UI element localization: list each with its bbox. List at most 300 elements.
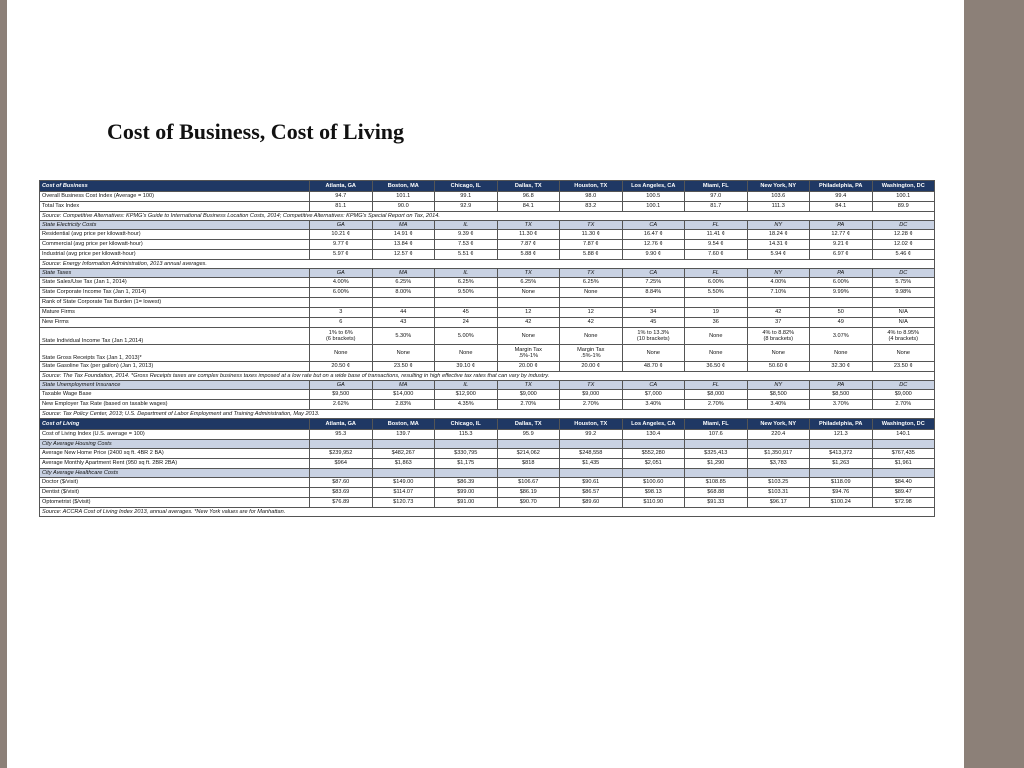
data-cell: 2.70% bbox=[872, 400, 935, 410]
data-cell: 10.21 ¢ bbox=[310, 230, 373, 240]
data-cell: $1,435 bbox=[560, 459, 623, 469]
blank-cell bbox=[497, 298, 560, 308]
data-cell: 42 bbox=[560, 318, 623, 328]
state-code-cell: PA bbox=[810, 381, 873, 390]
blank-cell bbox=[622, 469, 685, 478]
data-cell: $89.47 bbox=[872, 488, 935, 498]
data-cell: None bbox=[310, 345, 373, 362]
data-cell: $86.57 bbox=[560, 488, 623, 498]
source-note-row bbox=[40, 508, 935, 517]
data-cell: 101.1 bbox=[372, 192, 435, 202]
state-code-cell: TX bbox=[497, 381, 560, 390]
blank-cell bbox=[497, 440, 560, 449]
data-cell: 5.46 ¢ bbox=[872, 250, 935, 260]
data-cell: 7.87 ¢ bbox=[497, 240, 560, 250]
row-label: State Gasoline Tax (per gallon) (Jan 1, 2013) bbox=[40, 362, 310, 372]
data-cell: 139.7 bbox=[372, 430, 435, 440]
row-label: Industrial (avg price per kilowatt-hour) bbox=[40, 250, 310, 260]
section-header-row bbox=[40, 419, 935, 430]
data-cell: 45 bbox=[622, 318, 685, 328]
data-cell: 8.00% bbox=[372, 288, 435, 298]
data-cell: 19 bbox=[685, 308, 748, 318]
subsection-header-row bbox=[40, 221, 935, 230]
subsection-title: City Average Housing Costs bbox=[40, 440, 310, 449]
blank-cell bbox=[435, 440, 498, 449]
data-cell: 3.70% bbox=[810, 400, 873, 410]
blank-cell bbox=[747, 440, 810, 449]
data-cell: 9.77 ¢ bbox=[310, 240, 373, 250]
data-cell: $76.89 bbox=[310, 498, 373, 508]
data-cell: $1,175 bbox=[435, 459, 498, 469]
data-cell: 107.6 bbox=[685, 430, 748, 440]
source-note: Source: Tax Policy Center, 2013; U.S. Department of Labor Employment and Training Administration, May 2013. bbox=[40, 410, 935, 419]
data-cell: $120.73 bbox=[372, 498, 435, 508]
state-code-cell: GA bbox=[310, 381, 373, 390]
data-cell: $86.19 bbox=[497, 488, 560, 498]
source-note: Source: Energy Information Administration, 2013 annual averages. bbox=[40, 260, 935, 269]
data-cell: 6.25% bbox=[372, 278, 435, 288]
data-cell: 44 bbox=[372, 308, 435, 318]
data-cell: Margin Tax .5%-1% bbox=[560, 345, 623, 362]
data-cell: 9.39 ¢ bbox=[435, 230, 498, 240]
data-cell: 36 bbox=[685, 318, 748, 328]
data-cell: $7,000 bbox=[622, 390, 685, 400]
blank-cell bbox=[435, 469, 498, 478]
data-cell: None bbox=[372, 345, 435, 362]
data-cell: $964 bbox=[310, 459, 373, 469]
city-header-cell: Dallas, TX bbox=[497, 181, 560, 192]
blank-cell bbox=[372, 298, 435, 308]
data-cell: 3.40% bbox=[747, 400, 810, 410]
data-cell: 3.07% bbox=[810, 328, 873, 345]
city-header-cell: Philadelphia, PA bbox=[810, 181, 873, 192]
data-cell: 50 bbox=[810, 308, 873, 318]
blank-cell bbox=[310, 469, 373, 478]
subsection-title: City Average Healthcare Costs bbox=[40, 469, 310, 478]
blank-cell bbox=[310, 440, 373, 449]
data-cell: $100.24 bbox=[810, 498, 873, 508]
data-cell: 4.35% bbox=[435, 400, 498, 410]
city-header-cell: Los Angeles, CA bbox=[622, 181, 685, 192]
state-code-cell: NY bbox=[747, 269, 810, 278]
table-row bbox=[40, 308, 935, 318]
data-cell: None bbox=[497, 288, 560, 298]
state-code-cell: DC bbox=[872, 269, 935, 278]
blank-cell bbox=[560, 440, 623, 449]
data-cell: $114.07 bbox=[372, 488, 435, 498]
city-header-cell: Houston, TX bbox=[560, 181, 623, 192]
data-cell: 1% to 6% (6 brackets) bbox=[310, 328, 373, 345]
data-cell: $87.60 bbox=[310, 478, 373, 488]
blank-cell bbox=[310, 298, 373, 308]
state-code-cell: NY bbox=[747, 221, 810, 230]
data-cell: 99.2 bbox=[560, 430, 623, 440]
data-cell: 43 bbox=[372, 318, 435, 328]
data-cell: 11.30 ¢ bbox=[497, 230, 560, 240]
state-code-cell: DC bbox=[872, 221, 935, 230]
data-cell: 50.60 ¢ bbox=[747, 362, 810, 372]
state-code-cell: NY bbox=[747, 381, 810, 390]
data-cell: $214,062 bbox=[497, 449, 560, 459]
data-cell: 2.70% bbox=[685, 400, 748, 410]
data-cell: $325,413 bbox=[685, 449, 748, 459]
data-cell: None bbox=[560, 328, 623, 345]
data-cell: 4% to 8.95% (4 brackets) bbox=[872, 328, 935, 345]
blank-cell bbox=[435, 298, 498, 308]
data-cell: $1,290 bbox=[685, 459, 748, 469]
data-cell: None bbox=[622, 345, 685, 362]
data-cell: 37 bbox=[747, 318, 810, 328]
data-cell: 5.50% bbox=[685, 288, 748, 298]
table-row bbox=[40, 328, 935, 345]
data-cell: 9.50% bbox=[435, 288, 498, 298]
right-border-strip bbox=[964, 0, 1024, 768]
subsection-header-row bbox=[40, 440, 935, 449]
data-cell: 6.25% bbox=[435, 278, 498, 288]
city-header-cell: Houston, TX bbox=[560, 419, 623, 430]
state-code-cell: FL bbox=[685, 381, 748, 390]
table-row bbox=[40, 478, 935, 488]
data-cell: 12.28 ¢ bbox=[872, 230, 935, 240]
data-cell: $89.60 bbox=[560, 498, 623, 508]
data-cell: $8,500 bbox=[810, 390, 873, 400]
table-row bbox=[40, 362, 935, 372]
data-cell: $239,952 bbox=[310, 449, 373, 459]
data-cell: 100.1 bbox=[872, 192, 935, 202]
data-cell: 16.47 ¢ bbox=[622, 230, 685, 240]
state-code-cell: PA bbox=[810, 221, 873, 230]
data-cell: $149.00 bbox=[372, 478, 435, 488]
source-note-row bbox=[40, 260, 935, 269]
blank-cell bbox=[747, 298, 810, 308]
state-code-cell: PA bbox=[810, 269, 873, 278]
state-code-cell: MA bbox=[372, 381, 435, 390]
row-label: State Sales/Use Tax (Jan 1, 2014) bbox=[40, 278, 310, 288]
state-code-cell: CA bbox=[622, 381, 685, 390]
table-row bbox=[40, 202, 935, 212]
data-cell: 81.7 bbox=[685, 202, 748, 212]
data-cell: 20.50 ¢ bbox=[310, 362, 373, 372]
subsection-title: State Electricity Costs bbox=[40, 221, 310, 230]
data-cell: 36.50 ¢ bbox=[685, 362, 748, 372]
data-cell: $1,863 bbox=[372, 459, 435, 469]
data-cell: 121.3 bbox=[810, 430, 873, 440]
data-cell: 6.25% bbox=[560, 278, 623, 288]
data-cell: 14.91 ¢ bbox=[372, 230, 435, 240]
subsection-header-row bbox=[40, 469, 935, 478]
data-cell: $9,000 bbox=[497, 390, 560, 400]
city-header-cell: Boston, MA bbox=[372, 181, 435, 192]
data-cell: $103.25 bbox=[747, 478, 810, 488]
data-cell: $100.60 bbox=[622, 478, 685, 488]
data-cell: Margin Tax .5%-1% bbox=[497, 345, 560, 362]
blank-cell bbox=[497, 469, 560, 478]
data-cell: $9,500 bbox=[310, 390, 373, 400]
city-header-cell: Miami, FL bbox=[685, 419, 748, 430]
data-cell: 6.00% bbox=[685, 278, 748, 288]
blank-cell bbox=[685, 298, 748, 308]
data-cell: 9.54 ¢ bbox=[685, 240, 748, 250]
data-cell: $767,435 bbox=[872, 449, 935, 459]
data-cell: $84.40 bbox=[872, 478, 935, 488]
table-row bbox=[40, 390, 935, 400]
data-cell: 23.50 ¢ bbox=[372, 362, 435, 372]
data-cell: None bbox=[560, 288, 623, 298]
data-cell: 42 bbox=[747, 308, 810, 318]
data-cell: 7.60 ¢ bbox=[685, 250, 748, 260]
data-cell: 45 bbox=[435, 308, 498, 318]
section-header-row bbox=[40, 181, 935, 192]
source-note-row bbox=[40, 410, 935, 419]
state-code-cell: FL bbox=[685, 221, 748, 230]
table-row bbox=[40, 345, 935, 362]
data-cell: 5.51 ¢ bbox=[435, 250, 498, 260]
data-cell: None bbox=[435, 345, 498, 362]
data-cell: $91.33 bbox=[685, 498, 748, 508]
data-cell: 100.5 bbox=[622, 192, 685, 202]
data-cell: 97.0 bbox=[685, 192, 748, 202]
data-cell: 98.0 bbox=[560, 192, 623, 202]
row-label: Optometrist ($/visit) bbox=[40, 498, 310, 508]
data-cell: 23.50 ¢ bbox=[872, 362, 935, 372]
data-cell: 6.00% bbox=[310, 288, 373, 298]
data-cell: 2.70% bbox=[497, 400, 560, 410]
data-cell: 5.97 ¢ bbox=[310, 250, 373, 260]
data-cell: 7.25% bbox=[622, 278, 685, 288]
state-code-cell: FL bbox=[685, 269, 748, 278]
data-cell: $90.70 bbox=[497, 498, 560, 508]
data-cell: None bbox=[497, 328, 560, 345]
data-cell: N/A bbox=[872, 308, 935, 318]
data-cell: 96.8 bbox=[497, 192, 560, 202]
data-cell: 90.0 bbox=[372, 202, 435, 212]
data-cell: $248,558 bbox=[560, 449, 623, 459]
blank-cell bbox=[622, 440, 685, 449]
table-row bbox=[40, 449, 935, 459]
blank-cell bbox=[372, 469, 435, 478]
city-header-cell: Washington, DC bbox=[872, 181, 935, 192]
data-cell: 100.1 bbox=[622, 202, 685, 212]
data-cell: 6.25% bbox=[497, 278, 560, 288]
state-code-cell: CA bbox=[622, 269, 685, 278]
city-header-cell: Los Angeles, CA bbox=[622, 419, 685, 430]
data-cell: 220.4 bbox=[747, 430, 810, 440]
row-label: Residential (avg price per kilowatt-hour) bbox=[40, 230, 310, 240]
data-cell: $552,280 bbox=[622, 449, 685, 459]
data-cell: $9,000 bbox=[560, 390, 623, 400]
blank-cell bbox=[747, 469, 810, 478]
blank-cell bbox=[685, 469, 748, 478]
data-cell: 13.84 ¢ bbox=[372, 240, 435, 250]
subsection-header-row bbox=[40, 269, 935, 278]
state-code-cell: GA bbox=[310, 221, 373, 230]
source-note: Source: Competitive Alternatives: KPMG's Guide to International Business Location Costs, 2014; Competitive Alternatives: KPMG's Special Report on Tax, 2014. bbox=[40, 212, 935, 221]
city-header-cell: Boston, MA bbox=[372, 419, 435, 430]
data-cell: 92.9 bbox=[435, 202, 498, 212]
row-label: Dentist ($/visit) bbox=[40, 488, 310, 498]
table-row bbox=[40, 240, 935, 250]
row-label: Mature Firms bbox=[40, 308, 310, 318]
section-title: Cost of Living bbox=[40, 419, 310, 430]
data-cell: 42 bbox=[497, 318, 560, 328]
table-row bbox=[40, 498, 935, 508]
row-label: Cost of Living Index (U.S. average = 100) bbox=[40, 430, 310, 440]
row-label: Rank of State Corporate Tax Burden (1= lowest) bbox=[40, 298, 310, 308]
data-cell: 115.3 bbox=[435, 430, 498, 440]
data-cell: $413,372 bbox=[810, 449, 873, 459]
data-cell: 6.00% bbox=[810, 278, 873, 288]
data-cell: 84.1 bbox=[497, 202, 560, 212]
data-cell: 9.98% bbox=[872, 288, 935, 298]
data-cell: 12.76 ¢ bbox=[622, 240, 685, 250]
table-row bbox=[40, 488, 935, 498]
data-cell: $98.13 bbox=[622, 488, 685, 498]
data-cell: 7.10% bbox=[747, 288, 810, 298]
table-row bbox=[40, 318, 935, 328]
row-label: Total Tax Index bbox=[40, 202, 310, 212]
data-cell: 81.1 bbox=[310, 202, 373, 212]
data-cell: 5.88 ¢ bbox=[497, 250, 560, 260]
data-cell: 12.77 ¢ bbox=[810, 230, 873, 240]
data-cell: 11.41 ¢ bbox=[685, 230, 748, 240]
data-cell: 5.00% bbox=[435, 328, 498, 345]
city-header-cell: Chicago, IL bbox=[435, 419, 498, 430]
data-cell: 130.4 bbox=[622, 430, 685, 440]
left-border-strip bbox=[0, 0, 7, 768]
data-cell: 95.3 bbox=[310, 430, 373, 440]
slide-title: Cost of Business, Cost of Living bbox=[107, 119, 405, 144]
data-cell: 89.9 bbox=[872, 202, 935, 212]
data-cell: 95.9 bbox=[497, 430, 560, 440]
data-cell: 5.30% bbox=[372, 328, 435, 345]
state-code-cell: TX bbox=[560, 381, 623, 390]
row-label: Doctor ($/visit) bbox=[40, 478, 310, 488]
row-label: Commercial (avg price per kilowatt-hour) bbox=[40, 240, 310, 250]
data-cell: 34 bbox=[622, 308, 685, 318]
row-label: Average New Home Price (2400 sq ft. 4BR 2 BA) bbox=[40, 449, 310, 459]
data-cell: 12.02 ¢ bbox=[872, 240, 935, 250]
table-row bbox=[40, 278, 935, 288]
state-code-cell: CA bbox=[622, 221, 685, 230]
data-cell: $2,051 bbox=[622, 459, 685, 469]
city-header-cell: New York, NY bbox=[747, 181, 810, 192]
table-row bbox=[40, 250, 935, 260]
data-cell: $68.88 bbox=[685, 488, 748, 498]
data-cell: $83.69 bbox=[310, 488, 373, 498]
city-header-cell: Chicago, IL bbox=[435, 181, 498, 192]
state-code-cell: IL bbox=[435, 221, 498, 230]
data-cell: $3,783 bbox=[747, 459, 810, 469]
data-cell: $103.31 bbox=[747, 488, 810, 498]
data-cell: 103.6 bbox=[747, 192, 810, 202]
blank-cell bbox=[560, 469, 623, 478]
state-code-cell: TX bbox=[497, 269, 560, 278]
city-header-cell: Miami, FL bbox=[685, 181, 748, 192]
data-cell: 1% to 13.3% (10 brackets) bbox=[622, 328, 685, 345]
state-code-cell: IL bbox=[435, 269, 498, 278]
data-cell: 9.90 ¢ bbox=[622, 250, 685, 260]
data-cell: $108.85 bbox=[685, 478, 748, 488]
data-cell: 32.30 ¢ bbox=[810, 362, 873, 372]
data-cell: 3 bbox=[310, 308, 373, 318]
blank-cell bbox=[872, 469, 935, 478]
data-cell: 7.53 ¢ bbox=[435, 240, 498, 250]
data-cell: 4.00% bbox=[747, 278, 810, 288]
data-cell: 2.62% bbox=[310, 400, 373, 410]
data-cell: $9,000 bbox=[872, 390, 935, 400]
cost-comparison-table bbox=[39, 180, 935, 517]
blank-cell bbox=[810, 469, 873, 478]
data-cell: 9.99% bbox=[810, 288, 873, 298]
source-note: Source: ACCRA Cost of Living Index 2013, annual averages. *New York values are for Manhattan. bbox=[40, 508, 935, 517]
row-label: New Employer Tax Rate (based on taxable wages) bbox=[40, 400, 310, 410]
city-header-cell: Philadelphia, PA bbox=[810, 419, 873, 430]
table-row bbox=[40, 192, 935, 202]
data-cell: 94.7 bbox=[310, 192, 373, 202]
state-code-cell: MA bbox=[372, 221, 435, 230]
row-label: State Individual Income Tax (Jan 1,2014) bbox=[40, 328, 310, 345]
blank-cell bbox=[810, 440, 873, 449]
data-cell: 18.24 ¢ bbox=[747, 230, 810, 240]
data-cell: None bbox=[810, 345, 873, 362]
data-cell: 111.3 bbox=[747, 202, 810, 212]
state-code-cell: MA bbox=[372, 269, 435, 278]
data-cell: $1,350,917 bbox=[747, 449, 810, 459]
row-label: Average Monthly Apartment Rent (950 sq ft. 2BR 2BA) bbox=[40, 459, 310, 469]
data-cell: 7.87 ¢ bbox=[560, 240, 623, 250]
data-cell: $8,000 bbox=[685, 390, 748, 400]
source-note-row bbox=[40, 212, 935, 221]
data-cell: $96.17 bbox=[747, 498, 810, 508]
data-cell: 12.57 ¢ bbox=[372, 250, 435, 260]
data-cell: $99.00 bbox=[435, 488, 498, 498]
blank-cell bbox=[372, 440, 435, 449]
city-header-cell: New York, NY bbox=[747, 419, 810, 430]
data-cell: $330,795 bbox=[435, 449, 498, 459]
blank-cell bbox=[872, 440, 935, 449]
data-cell: 12 bbox=[497, 308, 560, 318]
data-cell: $106.67 bbox=[497, 478, 560, 488]
data-cell: 5.88 ¢ bbox=[560, 250, 623, 260]
table-row bbox=[40, 400, 935, 410]
data-cell: $90.61 bbox=[560, 478, 623, 488]
subsection-title: State Taxes bbox=[40, 269, 310, 278]
data-cell: None bbox=[685, 328, 748, 345]
state-code-cell: TX bbox=[560, 269, 623, 278]
city-header-cell: Atlanta, GA bbox=[310, 419, 373, 430]
data-cell: 39.10 ¢ bbox=[435, 362, 498, 372]
row-label: State Gross Receipts Tax (Jan 1, 2013)* bbox=[40, 345, 310, 362]
data-cell: $72.98 bbox=[872, 498, 935, 508]
data-cell: 4.00% bbox=[310, 278, 373, 288]
subsection-header-row bbox=[40, 381, 935, 390]
data-cell: 12 bbox=[560, 308, 623, 318]
data-cell: $14,000 bbox=[372, 390, 435, 400]
data-cell: 2.70% bbox=[560, 400, 623, 410]
data-cell: 6.97 ¢ bbox=[810, 250, 873, 260]
table-row bbox=[40, 430, 935, 440]
data-cell: $94.76 bbox=[810, 488, 873, 498]
row-label: New Firms bbox=[40, 318, 310, 328]
blank-cell bbox=[622, 298, 685, 308]
data-cell: 83.2 bbox=[560, 202, 623, 212]
data-cell: 84.1 bbox=[810, 202, 873, 212]
data-cell: $86.39 bbox=[435, 478, 498, 488]
data-cell: None bbox=[685, 345, 748, 362]
data-cell: 8.84% bbox=[622, 288, 685, 298]
data-cell: $12,900 bbox=[435, 390, 498, 400]
data-cell: 99.1 bbox=[435, 192, 498, 202]
